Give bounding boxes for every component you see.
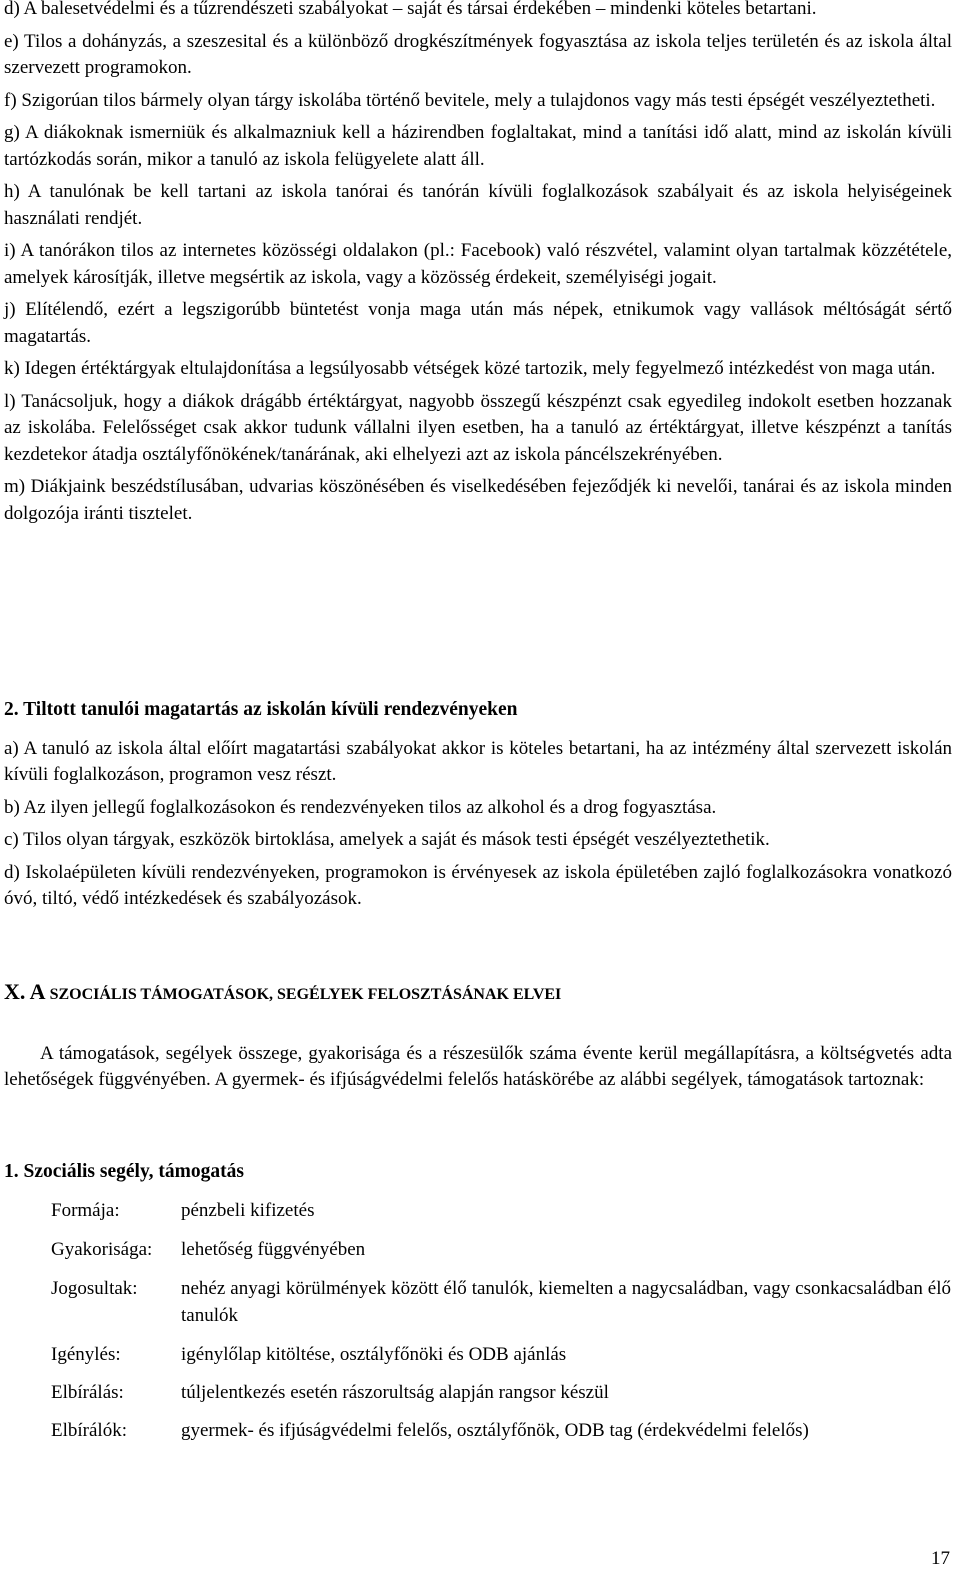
rule-d: d) A balesetvédelmi és a tűzrendészeti szabályokat – saját és társai érdekében – mindenki köteles betartani.	[4, 0, 817, 19]
row-value: gyermek- és ifjúságvédelmi felelős, osztályfőnök, ODB tag (érdekvédelmi felelős)	[181, 1420, 809, 1441]
row-value: lehetőség függvényében	[181, 1239, 366, 1260]
row-label: Formája:	[51, 1200, 120, 1221]
section-x-intro: A támogatások, segélyek összege, gyakorisága és a részesülők száma évente kerül megállapításra, a költségvetés adta lehetőségek függvényében. A gyermek- és ifjúságvédelmi felelős hatáskörébe az alábbi segélyek, támogatások tartoznak:	[4, 1042, 952, 1090]
section-2	[4, 697, 952, 919]
rule-j: j) Elítélendő, ezért a legszigorúbb büntetést vonja maga után más népek, etnikumok vagy vallások méltóságát sértő magatartás.	[4, 299, 952, 347]
row-label: Elbírálók:	[51, 1420, 127, 1441]
row-label: Elbírálás:	[51, 1382, 124, 1403]
section-x-heading-prefix: X. A	[4, 979, 46, 1004]
section-2-item-d: d) Iskolaépületen kívüli rendezvényeken, programokon is érvényesek az iskola épületében zajló foglalkozásokra vonatkozó óvó, tiltó, védő intézkedések és szabályozások.	[4, 861, 952, 909]
rules-list	[4, 0, 952, 533]
section-2-item-a: a) A tanuló az iskola által előírt magatartási szabályokat akkor is köteles betartani, ha az intézmény által szervezett iskolán kívüli foglalkozáson, programon vesz részt.	[4, 737, 952, 785]
page-number: 17	[931, 1548, 950, 1569]
section-2-heading: 2. Tiltott tanulói magatartás az iskolán kívüli rendezvényeken	[4, 699, 518, 720]
row-label: Gyakorisága:	[51, 1239, 153, 1260]
rule-i: i) A tanórákon tilos az internetes közösségi oldalakon (pl.: Facebook) való részvétel, valamint olyan tartalmak közzététele, amelyek károsítják, illetve megsértik az iskola, vagy a közösség érdekeit, személyiségi jogait.	[4, 240, 952, 288]
row-label: Jogosultak:	[51, 1278, 138, 1299]
section-2-item-b: b) Az ilyen jellegű foglalkozásokon és rendezvényeken tilos az alkohol és a drog fogyasztása.	[4, 796, 717, 818]
rule-g: g) A diákoknak ismerniük és alkalmazniuk kell a házirendben foglaltakat, mind a tanítási idő alatt, mind az iskolán kívüli tartózkodás során, mikor a tanuló az iskola felügyelete alatt áll.	[4, 122, 952, 170]
row-value: nehéz anyagi körülmények között élő tanulók, kiemelten a nagycsaládban, vagy csonkacsaládban élő tanulók	[181, 1278, 951, 1326]
rule-f: f) Szigorúan tilos bármely olyan tárgy iskolába történő bevitele, mely a tulajdonos vagy más testi épségét veszélyeztetheti.	[4, 89, 936, 111]
subsection-1-heading: 1. Szociális segély, támogatás	[4, 1161, 244, 1182]
section-x-heading	[4, 979, 952, 1009]
section-x	[4, 979, 952, 1100]
rule-m: m) Diákjaink beszédstílusában, udvarias köszönésében és viselkedésében fejeződjék ki nevelői, tanárai és az iskola minden dolgozója iránti tisztelet.	[4, 476, 952, 524]
rule-h: h) A tanulónak be kell tartani az iskola tanórai és tanórán kívüli foglalkozások szabályait és az iskola helyiségeinek használati rendjét.	[4, 181, 952, 229]
section-2-item-c: c) Tilos olyan tárgyak, eszközök birtoklása, amelyek a saját és mások testi épségét veszélyeztethetik.	[4, 829, 770, 850]
section-x-heading-rest: SZOCIÁLIS TÁMOGATÁSOK, SEGÉLYEK FELOSZTÁSÁNAK ELVEI	[45, 986, 562, 1003]
rule-l: l) Tanácsoljuk, hogy a diákok drágább értéktárgyat, nagyobb összegű készpénzt csak egyedileg indokolt esetben hozzanak az iskolába. Felelősséget csak akkor tudunk vállalni ilyen esetben, ha a tanuló az értéktárgyat, illetve készpénzt a tanítás kezdetekor átadja osztályfőnökének/tanárának, aki elhelyezi azt az iskola páncélszekrényében.	[4, 390, 952, 465]
subsection-1-heading-wrap	[4, 1159, 952, 1192]
rule-e: e) Tilos a dohányzás, a szeszesital és a különböző drogkészítmények fogyasztása az iskola teljes területén és az iskola által szervezett programokon.	[4, 30, 952, 78]
row-value: igénylőlap kitöltése, osztályfőnöki és ODB ajánlás	[181, 1344, 567, 1365]
rule-k: k) Idegen értéktárgyak eltulajdonítása a legsúlyosabb vétségek közé tartozik, mely fegyelmező intézkedést von maga után.	[4, 358, 936, 379]
row-value: túljelentkezés esetén rászorultság alapján rangsor készül	[181, 1382, 609, 1403]
row-label: Igénylés:	[51, 1344, 121, 1365]
row-value: pénzbeli kifizetés	[181, 1200, 315, 1221]
